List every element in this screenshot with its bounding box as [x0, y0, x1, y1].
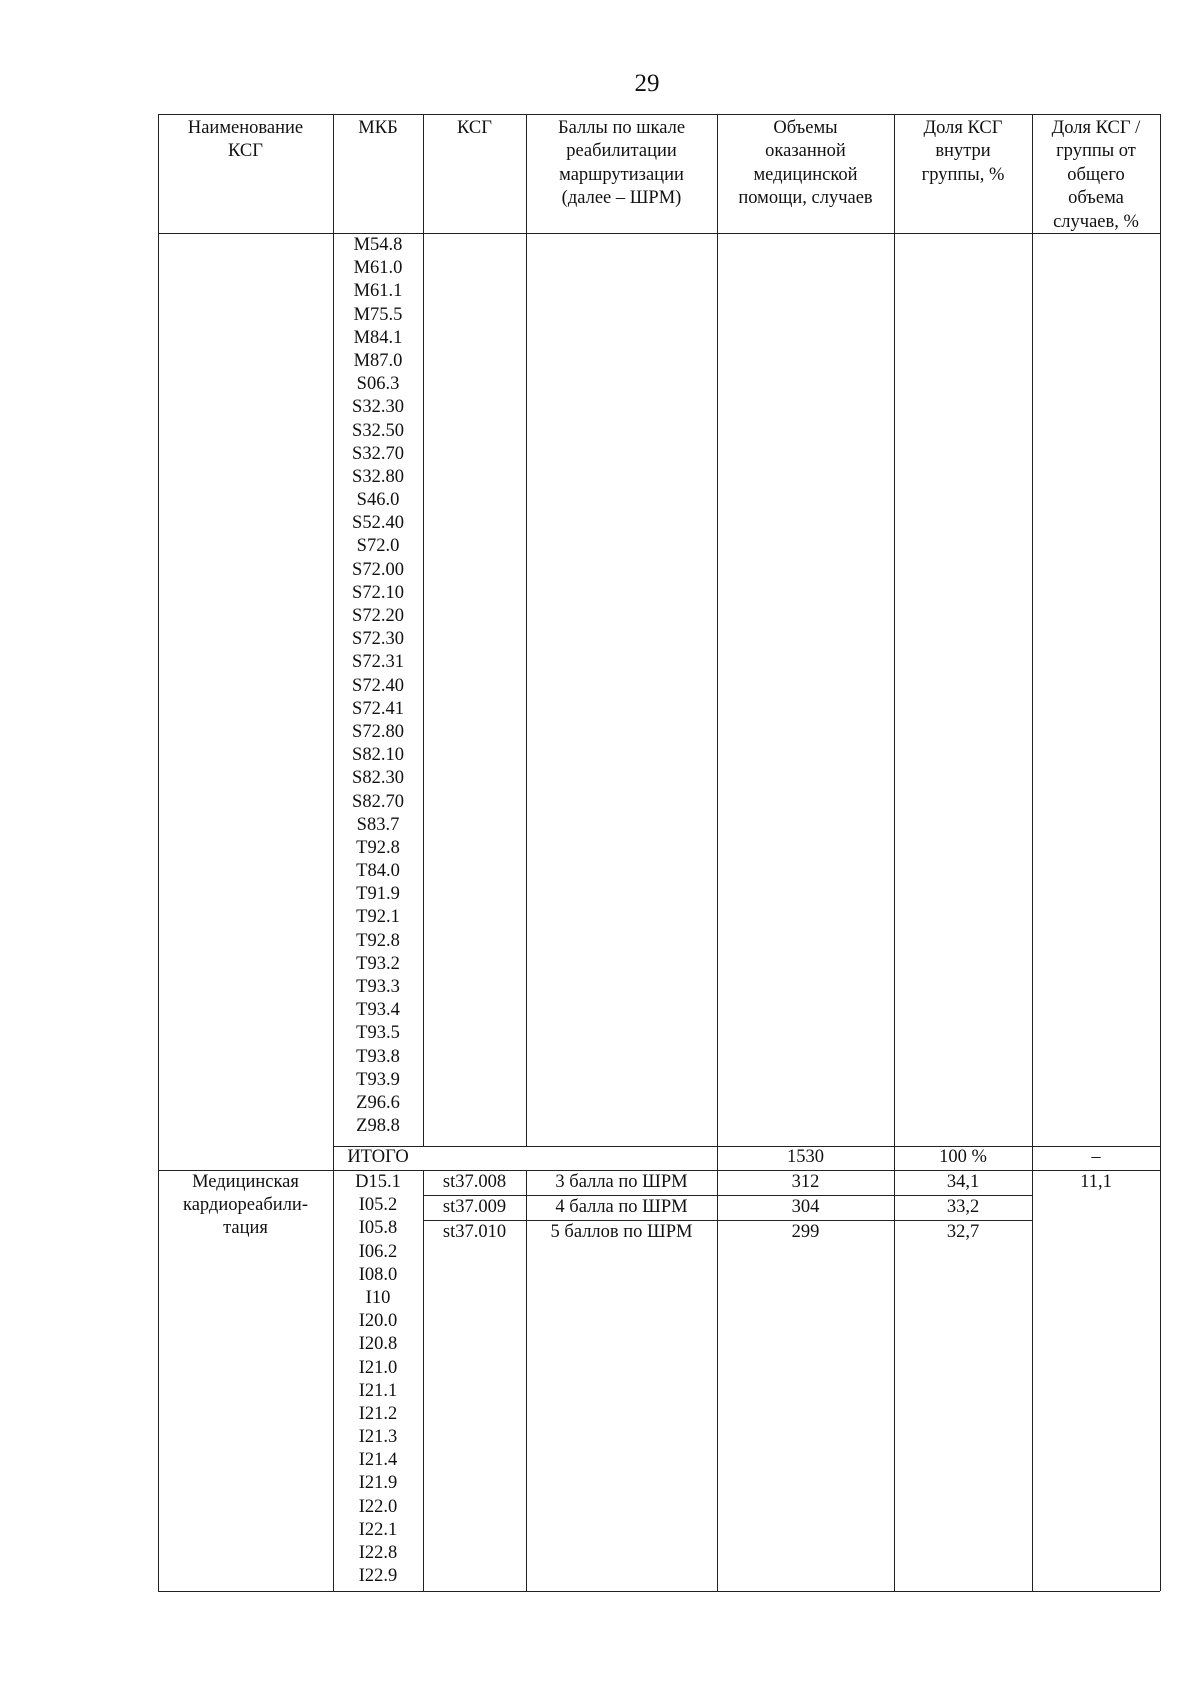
- mkb-code: I21.2: [358, 1403, 398, 1424]
- page-number: 29: [634, 70, 660, 97]
- mkb-code: T93.2: [356, 953, 400, 974]
- mkb-code: M87.0: [353, 350, 403, 371]
- mkb-code: T93.5: [356, 1023, 400, 1044]
- mkb-code: S32.70: [352, 443, 404, 464]
- total-label: ИТОГО: [347, 1147, 409, 1167]
- mkb-code: M75.5: [353, 304, 403, 325]
- header-share-in-group: Доля КСГ внутри группы, %: [921, 118, 1005, 185]
- ksg-code: st37.010: [442, 1222, 507, 1242]
- mkb-code: I08.0: [358, 1264, 398, 1285]
- mkb-code: S82.70: [352, 791, 404, 812]
- section2-codes: [334, 1171, 422, 1588]
- shrm-score: 4 балла по ШРМ: [555, 1197, 688, 1217]
- mkb-code: T93.8: [356, 1046, 400, 1067]
- mkb-code: T92.8: [356, 930, 400, 951]
- mkb-code: S52.40: [352, 513, 404, 534]
- mkb-code: I21.9: [358, 1473, 398, 1494]
- mkb-code: M54.8: [353, 235, 403, 255]
- mkb-code: I22.8: [358, 1543, 398, 1563]
- mkb-code: S83.7: [356, 814, 400, 835]
- mkb-code: M84.1: [353, 327, 403, 348]
- volume-value: 299: [791, 1222, 820, 1242]
- mkb-code: S72.20: [352, 606, 404, 626]
- mkb-code: T92.8: [356, 837, 400, 858]
- mkb-code: I22.1: [358, 1519, 398, 1540]
- total-volume: 1530: [787, 1147, 824, 1167]
- volume-value: 304: [791, 1197, 820, 1217]
- mkb-code: I06.2: [358, 1241, 398, 1262]
- header-name: Наименование КСГ: [187, 118, 304, 162]
- mkb-code: I22.0: [358, 1496, 398, 1517]
- total-share-total: –: [1091, 1147, 1101, 1167]
- mkb-code: S32.50: [352, 420, 404, 441]
- share-value: 32,7: [946, 1222, 980, 1242]
- mkb-code: S72.41: [352, 698, 404, 719]
- mkb-code: S82.30: [352, 768, 404, 789]
- mkb-code: I21.4: [358, 1450, 398, 1471]
- mkb-code: Z96.6: [356, 1092, 400, 1113]
- mkb-code: S72.40: [352, 675, 404, 696]
- mkb-code: I05.8: [358, 1218, 398, 1239]
- shrm-score: 5 баллов по ШРМ: [550, 1222, 693, 1242]
- mkb-code: T92.1: [356, 907, 400, 928]
- mkb-code: I20.0: [358, 1311, 398, 1332]
- mkb-code: S46.0: [356, 490, 400, 511]
- ksg-code: st37.008: [442, 1172, 507, 1192]
- mkb-code: S72.31: [352, 652, 404, 673]
- mkb-code: I21.3: [358, 1427, 398, 1448]
- mkb-code: S72.30: [352, 629, 404, 650]
- mkb-code: T93.9: [356, 1069, 400, 1090]
- mkb-code: S72.10: [352, 582, 404, 603]
- mkb-code: I05.2: [358, 1195, 398, 1216]
- header-share-total: Доля КСГ / группы от общего объема случаев, %: [1051, 118, 1141, 232]
- ksg-code: st37.009: [442, 1197, 507, 1217]
- mkb-code: I10: [365, 1287, 391, 1308]
- mkb-code: D15.1: [355, 1172, 401, 1192]
- mkb-code: S32.30: [352, 397, 404, 418]
- mkb-code: S06.3: [356, 374, 400, 395]
- section2-share-total: 11,1: [1080, 1172, 1112, 1192]
- mkb-code: I21.1: [358, 1380, 398, 1401]
- mkb-code: T93.4: [356, 1000, 400, 1021]
- mkb-code: T84.0: [356, 861, 400, 882]
- mkb-code: I20.8: [358, 1334, 398, 1355]
- header-ksg: КСГ: [457, 118, 492, 138]
- mkb-code: T91.9: [356, 884, 400, 905]
- mkb-code: T93.3: [356, 977, 400, 997]
- mkb-code: Z98.8: [356, 1116, 400, 1137]
- mkb-code: S82.10: [352, 745, 404, 766]
- mkb-code: S32.80: [352, 466, 404, 487]
- mkb-code: I22.9: [358, 1566, 398, 1587]
- total-share: 100 %: [939, 1147, 987, 1167]
- header-mkb: МКБ: [358, 118, 398, 138]
- section1-codes: [334, 234, 422, 1138]
- share-value: 33,2: [946, 1197, 980, 1217]
- volume-value: 312: [791, 1172, 820, 1192]
- section2-name: Медицинская кардиореабили- тация: [183, 1172, 308, 1239]
- mkb-code: S72.0: [356, 536, 400, 557]
- mkb-code: I21.0: [358, 1357, 398, 1378]
- mkb-code: S72.00: [352, 559, 404, 580]
- header-shrm: Баллы по шкале реабилитации маршрутизации (далее – ШРМ): [557, 118, 686, 209]
- header-volume: Объемы оказанной медицинской помощи, случаев: [738, 118, 873, 209]
- mkb-code: S72.80: [352, 721, 404, 742]
- mkb-code: M61.0: [353, 258, 403, 279]
- shrm-score: 3 балла по ШРМ: [555, 1172, 688, 1192]
- share-value: 34,1: [946, 1172, 980, 1192]
- mkb-code: M61.1: [353, 281, 403, 302]
